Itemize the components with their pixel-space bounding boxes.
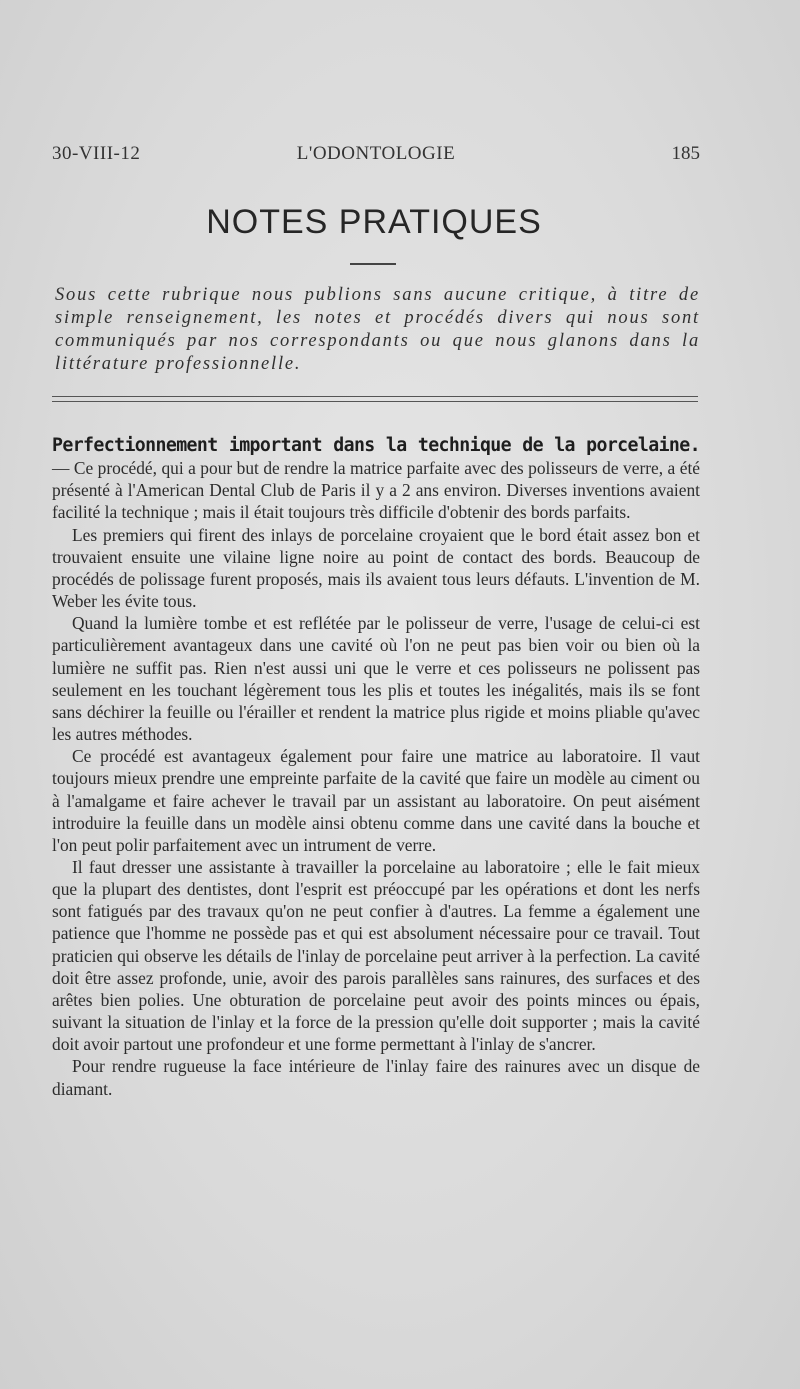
journal-title: L'ODONTOLOGIE (296, 143, 456, 164)
article (52, 434, 700, 1100)
double-rule-divider (52, 396, 698, 402)
article-paragraph-3: Quand la lumière tombe et est reflétée par le polisseur de verre, l'usage de celui-ci est particulièrement avantageux dans une cavité où l'on ne peut pas bien voir ou bien où la lumière ne suffit pas. Rien n'est aussi uni que le verre et ces polisseurs ne polissent pas seulement en les touchant légèrement tous les plis et toutes les inégalités, mais ils se font sans déchirer la feuille ou l'érailler et rendent la matrice plus rigide et moins pliable qu'avec les autres méthodes. (52, 613, 700, 745)
article-paragraph-5: Il faut dresser une assistante à travailler la porcelaine au laboratoire ; elle le fait mieux que la plupart des dentistes, dont l'esprit est préoccupé par les opérations et dont les nerfs sont fatigués par des travaux qu'on ne peut confier à d'autres. La femme a également une patience que l'homme ne possède pas et qui est absolument nécessaire pour ce travail. Tout praticien qui observe les détails de l'inlay de porcelaine peut arriver à la perfection. La cavité doit être assez profonde, unie, avoir des parois parallèles sans rainures, des surfaces et des arêtes bien polies. Une obturation de porcelaine peut avoir des points minces ou épais, suivant la situation de l'inlay et la force de la pression qu'elle doit supporter ; mais la cavité doit avoir partout une profondeur et une forme permettant à l'inlay de s'ancrer. (52, 856, 700, 1055)
article-heading: Perfectionnement important dans la technique de la porcelaine. (52, 435, 700, 456)
title-rule (350, 263, 396, 265)
page-number: 185 (671, 143, 700, 164)
article-paragraph-1 (52, 434, 700, 524)
issue-date: 30-VIII-12 (52, 143, 141, 164)
article-paragraph-1-text: — Ce procédé, qui a pour but de rendre la matrice parfaite avec des polisseurs de verre, a été présenté à l'American Dental Club de Paris il y a 2 ans environ. Diverses inventions avaient facilité la technique ; mais il était toujours très difficile d'obtenir des bords parfaits. (52, 458, 700, 523)
section-title: NOTES PRATIQUES (206, 203, 542, 241)
article-paragraph-6: Pour rendre rugueuse la face intérieure de l'inlay faire des rainures avec un disque de diamant. (52, 1056, 700, 1099)
section-intro: Sous cette rubrique nous publions sans aucune critique, à titre de simple renseignement, les notes et procédés divers qui nous sont communiqués par nos correspondants ou que nous glanons dans la littérature professionnelle. (55, 285, 700, 374)
running-head (52, 143, 700, 167)
article-paragraph-4: Ce procédé est avantageux également pour faire une matrice au laboratoire. Il vaut toujours mieux prendre une empreinte parfaite de la cavité que faire un modèle au ciment ou à l'amalgame et faire achever le travail par un assistant au laboratoire. On peut aisément introduire la feuille dans un modèle ainsi obtenu comme dans une cavité dans la bouche et l'on peut polir parfaitement avec un intrument de verre. (52, 746, 700, 855)
article-paragraph-2: Les premiers qui firent des inlays de porcelaine croyaient que le bord était assez bon et trouvaient ensuite une vilaine ligne noire au point de contact des bords. Beaucoup de procédés de polissage furent proposés, mais ils avaient tous leurs défauts. L'invention de M. Weber les évite tous. (52, 524, 700, 612)
